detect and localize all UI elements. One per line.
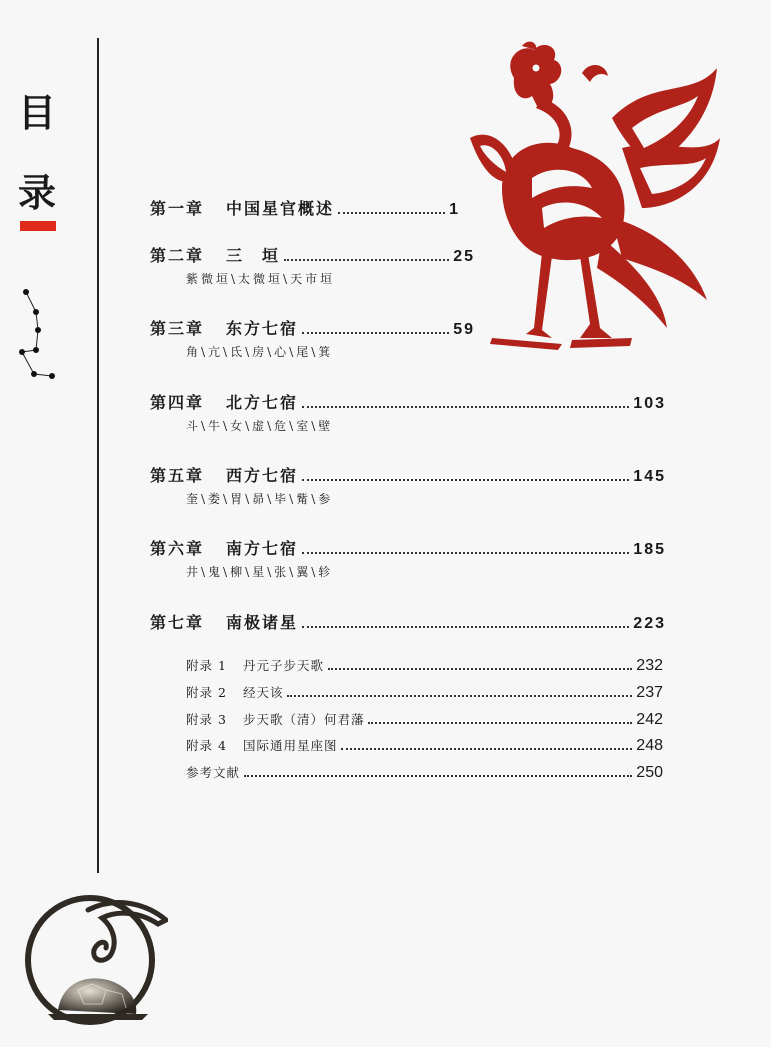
toc-entry-chapter-4[interactable]: 第四章 北方七宿 103 [150, 390, 666, 413]
leader-dots [302, 625, 629, 628]
leader-dots [341, 747, 632, 750]
appendix-title: 国际通用星座图 [242, 738, 338, 753]
chapter-title: 南极诸星 [226, 613, 299, 632]
leader-dots [244, 774, 632, 777]
leader-dots [302, 478, 629, 481]
vertical-divider [97, 38, 99, 873]
toc-entry-references[interactable] [186, 763, 663, 782]
page-number: 103 [633, 395, 666, 412]
chapter-subtitle: 井\鬼\柳\星\张\翼\轸 [186, 565, 334, 579]
page-number: 1 [449, 201, 460, 218]
leader-dots [302, 331, 449, 334]
page-number: 223 [633, 615, 666, 632]
leader-dots [287, 694, 632, 697]
page-number: 59 [453, 321, 475, 338]
leader-dots [368, 721, 632, 724]
toc-entry-appendix-3[interactable]: 附录 3 步天歌（清）何君藩 242 [186, 711, 663, 728]
toc-entry-appendix-4[interactable]: 附录 4 国际通用星座图 248 [186, 737, 663, 754]
chapter-title: 东方七宿 [226, 319, 299, 338]
toc-entry-chapter-6[interactable]: 第六章 南方七宿 185 [150, 536, 666, 559]
leader-dots [338, 211, 445, 214]
toc-title-char-2: 录 [18, 170, 57, 215]
page-number: 232 [636, 657, 663, 674]
leader-dots [302, 551, 629, 554]
toc-entry-chapter-3[interactable]: 第三章 东方七宿 59 [150, 316, 475, 339]
chapter-title: 三 垣 [226, 246, 281, 265]
page-number: 145 [633, 468, 666, 485]
toc-entry-chapter-2[interactable]: 第二章 三 垣 25 [150, 243, 475, 266]
toc-entry-chapter-7[interactable]: 第七章 南极诸星 223 [150, 610, 666, 633]
chapter-subtitle: 奎\娄\胃\昴\毕\觜\参 [186, 492, 334, 506]
leader-dots [302, 405, 629, 408]
page-number: 242 [636, 711, 663, 728]
page-number: 185 [633, 541, 666, 558]
leader-dots [328, 667, 632, 670]
appendix-title: 丹元子步天歌 [242, 658, 324, 673]
chapter-subtitle: 紫微垣\太微垣\天市垣 [186, 272, 336, 286]
turtle-snake-emblem-icon [18, 880, 168, 1030]
chapter-subtitle: 角\亢\氐\房\心\尾\箕 [186, 345, 334, 359]
chapter-title: 中国星官概述 [226, 199, 335, 218]
chapter-title: 南方七宿 [226, 539, 299, 558]
chapter-title: 西方七宿 [226, 466, 299, 485]
appendix-title: 经天该 [242, 685, 284, 700]
constellation-icon [14, 282, 64, 392]
toc-entry-chapter-5[interactable]: 第五章 西方七宿 145 [150, 463, 666, 486]
toc-entry-appendix-2[interactable]: 附录 2 经天该 237 [186, 684, 663, 701]
leader-dots [284, 258, 449, 261]
page-number: 25 [453, 248, 475, 265]
page-number: 248 [636, 737, 663, 754]
phoenix-illustration-icon [462, 38, 724, 360]
chapter-title: 北方七宿 [226, 393, 299, 412]
page-number: 250 [636, 764, 663, 781]
toc-title-char-1: 目 [18, 90, 57, 135]
references-title: 参考文献 [186, 765, 241, 780]
red-accent-bar [20, 221, 56, 231]
appendix-title: 步天歌（清）何君藩 [242, 712, 365, 727]
toc-entry-appendix-1[interactable]: 附录 1 丹元子步天歌 232 [186, 657, 663, 674]
page-number: 237 [636, 684, 663, 701]
toc-entry-chapter-1[interactable]: 第一章 中国星官概述 1 [150, 196, 460, 219]
chapter-subtitle: 斗\牛\女\虚\危\室\壁 [186, 419, 334, 433]
